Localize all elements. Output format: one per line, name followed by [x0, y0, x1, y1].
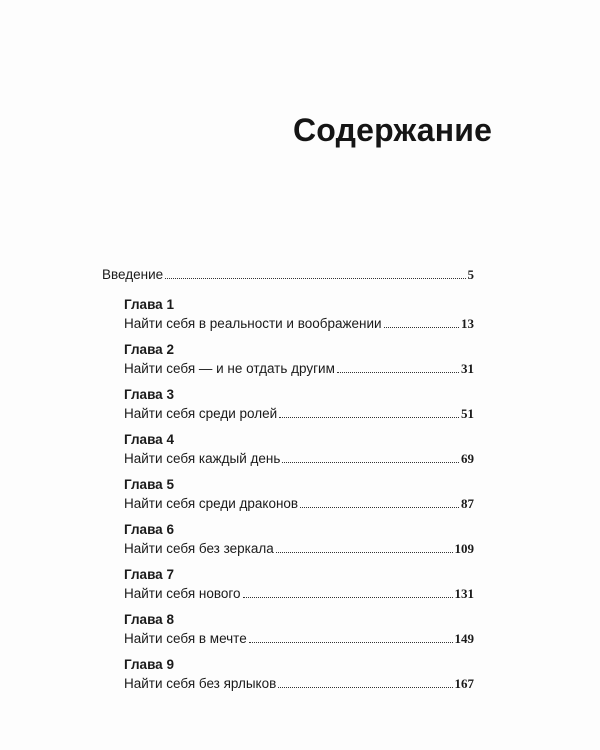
toc-entry: [124, 585, 474, 603]
chapter-title: Найти себя в мечте: [124, 631, 247, 646]
dot-leader: [300, 506, 459, 508]
dot-leader: [278, 686, 452, 688]
toc-chapter-9: [124, 648, 474, 693]
toc-entry-intro: [102, 266, 474, 288]
toc-page-number: 51: [461, 406, 474, 421]
toc-page-number: 149: [454, 631, 474, 646]
chapter-heading: Глава 7: [124, 567, 174, 582]
dot-leader: [384, 326, 459, 328]
chapter-title: Найти себя — и не отдать другим: [124, 361, 335, 376]
dot-leader: [165, 277, 465, 279]
chapter-title: Найти себя без ярлыков: [124, 676, 277, 691]
chapter-heading: Глава 5: [124, 477, 174, 492]
chapter-title: Найти себя в реальности и воображении: [124, 316, 382, 331]
toc-page-number: 109: [454, 541, 474, 556]
toc-chapter-3: [124, 378, 474, 423]
chapter-heading: Глава 6: [124, 522, 174, 537]
toc-page-number: 5: [467, 267, 474, 282]
chapter-heading: Глава 3: [124, 387, 174, 402]
chapter-title: Найти себя среди драконов: [124, 496, 299, 511]
dot-leader: [243, 596, 453, 598]
toc-entry: [124, 360, 474, 378]
toc-page-number: 87: [461, 496, 474, 511]
toc-entry-label: Введение: [102, 267, 164, 282]
toc-chapter-7: [124, 558, 474, 603]
dot-leader: [279, 416, 459, 418]
toc-page-number: 167: [454, 676, 474, 691]
toc-chapter-4: [124, 423, 474, 468]
toc-entry: [124, 405, 474, 423]
dot-leader: [337, 371, 459, 373]
toc-chapter-6: [124, 513, 474, 558]
toc-page-number: 31: [461, 361, 474, 376]
toc-chapter-8: [124, 603, 474, 648]
chapter-heading: Глава 8: [124, 612, 174, 627]
chapter-heading: Глава 1: [124, 297, 174, 312]
chapter-title: Найти себя нового: [124, 586, 241, 601]
toc-chapter-2: [124, 333, 474, 378]
toc-entry: [124, 630, 474, 648]
toc-entry: [124, 315, 474, 333]
dot-leader: [249, 641, 453, 643]
chapter-heading: Глава 2: [124, 342, 174, 357]
toc-page-number: 131: [454, 586, 474, 601]
toc-page-number: 69: [461, 451, 474, 466]
toc-entry: [124, 675, 474, 693]
dot-leader: [282, 461, 459, 463]
toc-entry: [124, 495, 474, 513]
table-of-contents: [102, 266, 474, 693]
toc-page-number: 13: [461, 316, 474, 331]
toc-chapter-1: [124, 288, 474, 333]
toc-entry: [124, 450, 474, 468]
dot-leader: [276, 551, 453, 553]
toc-entry: [124, 540, 474, 558]
toc-chapter-5: [124, 468, 474, 513]
chapter-title: Найти себя каждый день: [124, 451, 281, 466]
page-title: Содержание: [293, 112, 493, 148]
chapter-heading: Глава 4: [124, 432, 174, 447]
chapter-heading: Глава 9: [124, 657, 174, 672]
chapter-title: Найти себя среди ролей: [124, 406, 278, 421]
chapter-title: Найти себя без зеркала: [124, 541, 274, 556]
